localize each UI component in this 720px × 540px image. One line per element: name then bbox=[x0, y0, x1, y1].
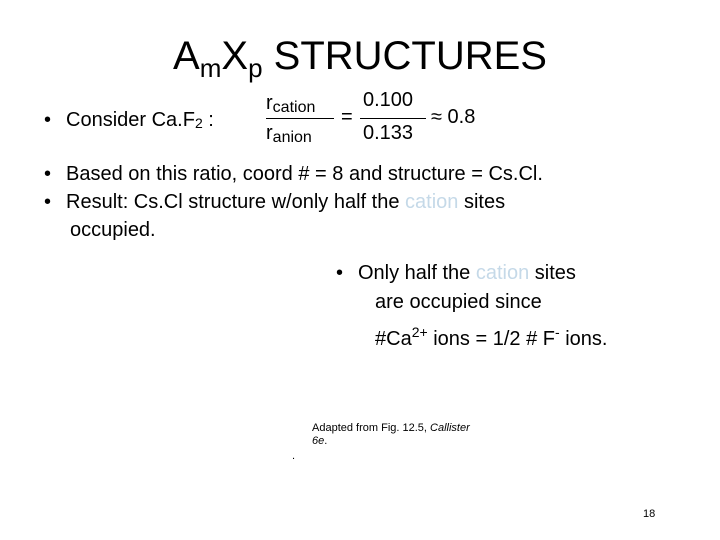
approx-value: ≈ 0.8 bbox=[431, 106, 476, 128]
figure-caption bbox=[312, 422, 492, 448]
ca-ion-text: #Ca bbox=[375, 328, 412, 350]
fraction-bar-left bbox=[266, 118, 334, 119]
r-cation-label bbox=[266, 92, 315, 119]
half-sites-line2: are occupied since bbox=[375, 291, 542, 313]
r-anion-r: r bbox=[266, 122, 273, 144]
ca-charge: 2+ bbox=[411, 324, 428, 340]
bullet-dot: • bbox=[44, 109, 52, 131]
caption-edition: 6e bbox=[312, 435, 325, 447]
caption-end: . bbox=[324, 435, 328, 447]
result-text-pre: Result: Cs.Cl structure w/only half the bbox=[66, 191, 406, 213]
result-text-post: sites bbox=[458, 191, 506, 213]
consider-text: Consider Ca.F bbox=[66, 109, 195, 131]
title-a: A bbox=[173, 34, 200, 78]
result-continuation: occupied. bbox=[70, 219, 156, 241]
r-cation-r: r bbox=[266, 92, 273, 114]
consider-sub: 2 bbox=[194, 115, 203, 131]
numerator: 0.100 bbox=[363, 89, 414, 111]
f-charge: - bbox=[554, 324, 560, 340]
caption-author: Callister bbox=[430, 422, 470, 434]
result-accent-word: cation bbox=[405, 191, 459, 213]
half-sites-post: sites bbox=[529, 262, 576, 284]
title-x: X bbox=[221, 34, 249, 78]
page-number: 18 bbox=[643, 508, 656, 520]
bullet-dot: • bbox=[44, 191, 52, 213]
bullet-dot: • bbox=[336, 262, 344, 284]
result-bullet bbox=[44, 188, 505, 216]
consider-tail: : bbox=[202, 109, 214, 131]
equals-sign: = bbox=[341, 106, 353, 128]
stray-dot: . bbox=[292, 450, 296, 462]
consider-bullet bbox=[44, 106, 214, 137]
half-sites-bullet bbox=[336, 259, 576, 287]
half-sites-pre: Only half the bbox=[358, 262, 476, 284]
title-sub-p: p bbox=[248, 53, 263, 83]
caption-text: Adapted from Fig. 12.5, bbox=[312, 422, 431, 434]
denominator: 0.133 bbox=[363, 122, 414, 144]
r-anion-label bbox=[266, 122, 312, 149]
r-cation-sub: cation bbox=[272, 99, 316, 116]
fraction-bar-right bbox=[360, 118, 426, 119]
ratio-bullet bbox=[44, 160, 543, 188]
ions-equation-text: ions = 1/2 # F bbox=[427, 328, 555, 350]
ions-end-text: ions. bbox=[559, 328, 608, 350]
r-anion-sub: anion bbox=[272, 129, 312, 146]
title-rest: STRUCTURES bbox=[262, 34, 547, 78]
title-sub-m: m bbox=[199, 53, 222, 83]
page-title bbox=[0, 30, 720, 94]
ratio-text: Based on this ratio, coord # = 8 and structure = Cs.Cl. bbox=[66, 163, 543, 185]
half-sites-line3 bbox=[375, 318, 607, 353]
bullet-dot: • bbox=[44, 163, 52, 185]
half-sites-accent-word: cation bbox=[475, 262, 530, 284]
